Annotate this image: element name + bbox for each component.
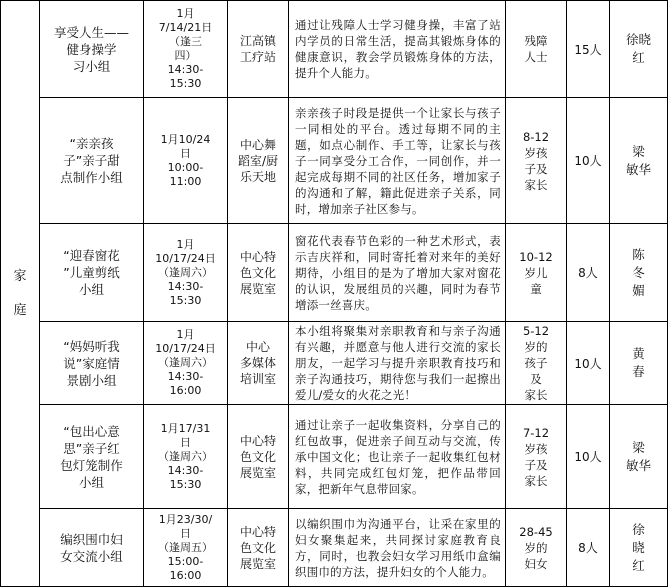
target-cell — [506, 509, 567, 587]
cell-line: （逢周五） — [158, 540, 213, 554]
group-description: 亲亲孩子时段是提供一个让家长与孩子一同相处的平台。透过每期不同的主题，如点心制作、手工等，让家长与孩子一同享受分工合作，一同创作，并一起完成每期不同的社区任务，增加家子的沟通和了解，籍此促进亲子关系，同时，增加亲子社区参与。 — [295, 105, 501, 216]
group-leader — [614, 31, 663, 67]
cell-line: 1月23/30/ — [158, 512, 213, 526]
cell-line: 工疗站 — [239, 50, 276, 64]
group-name-cell — [40, 322, 144, 405]
cell-line: 10/17/24日 — [155, 251, 216, 265]
group-target — [508, 129, 564, 193]
group-count: 10人 — [574, 154, 602, 168]
category-label-line1: 家 — [13, 268, 27, 284]
target-cell — [506, 224, 567, 322]
leader-cell — [610, 322, 668, 405]
group-name — [44, 423, 139, 491]
location-cell — [228, 1, 289, 98]
group-location — [230, 249, 286, 297]
table-row — [1, 224, 668, 322]
cell-line: 1月10/24 — [160, 132, 211, 146]
group-time — [145, 133, 226, 189]
cell-line: 16:00 — [169, 384, 202, 397]
time-cell — [144, 322, 228, 405]
cell-line: 1月 — [176, 7, 195, 20]
cell-line: 子”亲子甜 — [63, 153, 120, 168]
cell-line: 展览室 — [239, 556, 276, 571]
cell-line: 展览室 — [239, 281, 276, 296]
cell-line: 色文化 — [239, 540, 276, 555]
cell-line: 小组 — [78, 474, 104, 490]
cell-line: 多媒体 — [239, 356, 276, 370]
table-row — [1, 405, 668, 509]
cell-line: 15:30 — [169, 477, 202, 491]
cell-line: 岁孩 — [524, 441, 548, 456]
cell-line: 色文化 — [239, 265, 276, 280]
cell-line: “包出心意 — [63, 423, 120, 439]
cell-line: 说”家庭情 — [63, 355, 120, 371]
cell-line: 童 — [530, 281, 542, 296]
cell-line: 红 — [632, 50, 645, 65]
category-label-line2: 庭 — [13, 302, 27, 318]
cell-line: 习小组 — [72, 58, 111, 74]
description-cell — [289, 509, 506, 587]
cell-line: 及 — [530, 372, 542, 386]
group-name — [44, 531, 139, 565]
group-name — [44, 135, 139, 186]
cell-line: 人士 — [524, 50, 548, 64]
cell-line: “迎春窗花 — [63, 248, 120, 263]
cell-line: （逢三 — [169, 35, 202, 48]
group-target — [508, 249, 564, 297]
description-cell — [289, 98, 506, 224]
cell-line: 5-12 — [522, 324, 550, 338]
group-target — [508, 425, 564, 489]
cell-line: 7/14/21日 — [158, 21, 213, 34]
target-cell — [506, 1, 567, 98]
group-leader — [614, 521, 663, 575]
category-cell — [1, 1, 40, 587]
cell-line: 享受人生—— — [53, 24, 129, 40]
group-count: 10人 — [574, 356, 602, 371]
cell-line: 培训室 — [239, 372, 276, 386]
group-location — [230, 33, 286, 65]
cell-line: （逢周六） — [158, 449, 213, 463]
group-target — [508, 33, 564, 65]
location-cell — [228, 509, 289, 587]
cell-line: 残障 — [524, 34, 548, 48]
cell-line: 江高镇 — [239, 34, 276, 48]
count-cell — [567, 224, 610, 322]
cell-line: “亲亲孩 — [69, 136, 114, 151]
group-location — [230, 524, 286, 572]
cell-line: 1月17/31 — [160, 421, 211, 435]
group-name-cell — [40, 98, 144, 224]
cell-line: 15:00- — [167, 554, 204, 568]
leader-cell — [610, 509, 668, 587]
table-row — [1, 1, 668, 98]
group-count: 10人 — [574, 450, 602, 464]
cell-line: 中心舞 — [239, 137, 276, 152]
cell-line: 家长 — [524, 388, 548, 402]
leader-cell — [610, 224, 668, 322]
cell-line: （逢周六） — [158, 265, 213, 279]
group-time — [145, 238, 226, 308]
cell-line: 妇女 — [524, 556, 548, 571]
cell-line: 徐晓 — [625, 32, 651, 47]
cell-line: 女交流小组 — [60, 548, 123, 564]
cell-line: 岁孩 — [524, 145, 548, 160]
group-name-cell — [40, 509, 144, 587]
cell-line: 冬 — [632, 264, 645, 280]
cell-line: 中心特 — [239, 249, 276, 264]
cell-line: 色文化 — [239, 449, 276, 464]
group-location — [230, 339, 286, 387]
cell-line: 敏华 — [625, 457, 651, 473]
cell-line: 孩子 — [524, 356, 548, 370]
time-cell — [144, 509, 228, 587]
group-name — [44, 24, 139, 75]
cell-line: 梁 — [632, 143, 645, 159]
cell-line: 黄 — [632, 346, 645, 361]
cell-line: 10:00- — [167, 160, 204, 174]
cell-line: ”儿童剪纸 — [63, 265, 120, 280]
cell-line: 陈 — [632, 246, 645, 262]
group-leader — [614, 439, 663, 475]
cell-line: 中心特 — [239, 524, 276, 539]
cell-line: 10/17/24日 — [155, 342, 216, 355]
target-cell — [506, 322, 567, 405]
cell-line: 红 — [632, 557, 645, 573]
group-target — [508, 524, 564, 572]
cell-line: 景剧小组 — [66, 372, 117, 388]
cell-line: 28-45 — [519, 524, 553, 539]
target-cell — [506, 405, 567, 509]
count-cell — [567, 509, 610, 587]
group-name — [44, 247, 139, 298]
location-cell — [228, 405, 289, 509]
description-cell — [289, 405, 506, 509]
leader-cell — [610, 405, 668, 509]
cell-line: 岁的 — [524, 340, 548, 354]
cell-line: 编织围巾妇 — [60, 531, 123, 547]
cell-line: 14:30- — [167, 279, 204, 293]
cell-line: 8-12 — [522, 129, 550, 144]
cell-line: 岁的 — [524, 540, 548, 555]
cell-line: 家长 — [524, 177, 548, 192]
cell-line: 春 — [632, 364, 645, 379]
cell-line: 家长 — [524, 473, 548, 488]
group-count: 15人 — [574, 42, 602, 57]
group-time — [145, 513, 226, 583]
group-description: 通过让亲子一起收集资料，分享自己的红包故事，促进亲子间互动与交流，传承中国文化；也让亲子一起收集红包材料，共同完成红包灯笼，把作品带回家，把新年气息带回家。 — [295, 417, 501, 496]
time-cell — [144, 98, 228, 224]
cell-line: 14:30- — [167, 63, 204, 76]
cell-line: 日 — [180, 146, 191, 160]
cell-line: 14:30- — [167, 370, 204, 383]
group-description: 以编织围巾为沟通平台，让采在家里的妇女聚集起来，共同探讨家庭教育良方，同时，也教会妇女学习用纸巾盒编织围巾的方法，提升妇女的个人能力。 — [295, 516, 501, 579]
cell-line: 1月 — [176, 237, 195, 251]
group-name-cell — [40, 224, 144, 322]
cell-line: 敏华 — [625, 161, 651, 177]
cell-line: 中心特 — [239, 433, 276, 448]
location-cell — [228, 322, 289, 405]
cell-line: 7-12 — [522, 425, 550, 440]
time-cell — [144, 405, 228, 509]
count-cell — [567, 1, 610, 98]
time-cell — [144, 1, 228, 98]
group-description: 本小组将聚集对亲职教育和与亲子沟通有兴趣，并愿意与他人进行交流的家长朋友，一起学习与提升亲职教育技巧和亲子沟通技巧，期待您与我们一起擦出爱儿/爱女的火花之光！ — [295, 324, 501, 402]
target-cell — [506, 98, 567, 224]
cell-line: 1月 — [176, 328, 195, 341]
group-count: 8人 — [578, 266, 598, 280]
group-name-cell — [40, 1, 144, 98]
cell-line: 10-12 — [519, 249, 553, 264]
group-leader — [614, 345, 663, 381]
group-target — [508, 323, 564, 403]
cell-line: 日 — [180, 526, 191, 540]
cell-line: 15:30 — [169, 293, 202, 307]
cell-line: 小组 — [78, 282, 104, 297]
group-description: 窗花代表春节色彩的一种艺术形式，表示吉庆祥和，同时寄托着对来年的美好期待，小组目的是为了增加大家对窗花的认识，发展组员的兴趣，同时为春节增添一丝喜庆。 — [295, 233, 501, 312]
cell-line: 日 — [180, 435, 191, 449]
cell-line: 四） — [174, 49, 197, 62]
cell-line: 包灯笼制作 — [60, 457, 123, 473]
cell-line: 16:00 — [169, 568, 202, 582]
location-cell — [228, 98, 289, 224]
time-cell — [144, 224, 228, 322]
count-cell — [567, 405, 610, 509]
description-cell — [289, 224, 506, 322]
cell-line: 健身操学 — [66, 41, 117, 57]
cell-line: 岁儿 — [524, 265, 548, 280]
cell-line: 点制作小组 — [60, 170, 123, 185]
cell-line: “妈妈听我 — [63, 338, 120, 354]
description-cell — [289, 322, 506, 405]
cell-line: 中心 — [245, 340, 270, 354]
group-leader — [614, 246, 663, 300]
leader-cell — [610, 98, 668, 224]
group-count: 8人 — [578, 541, 598, 555]
cell-line: 乐天地 — [239, 169, 276, 184]
cell-line: 媚 — [632, 282, 645, 298]
cell-line: 14:30- — [167, 463, 204, 477]
group-name — [44, 338, 139, 389]
cell-line: 展览室 — [239, 465, 276, 480]
group-time — [145, 7, 226, 91]
cell-line: 徐 — [632, 521, 645, 537]
leader-cell — [610, 1, 668, 98]
cell-line: 晓 — [632, 539, 645, 555]
table-row — [1, 98, 668, 224]
location-cell — [228, 224, 289, 322]
group-location — [230, 137, 286, 185]
group-description: 通过让残障人士学习健身操，丰富了站内学员的日常生活，提高其锻炼身体的健康意识，教会学员锻炼身体的方法，提升个人能力。 — [295, 18, 501, 80]
cell-line: 蹈室/厨 — [237, 153, 279, 168]
group-leader — [614, 143, 663, 179]
description-cell — [289, 1, 506, 98]
cell-line: 梁 — [632, 439, 645, 455]
count-cell — [567, 98, 610, 224]
group-time — [145, 328, 226, 398]
group-name-cell — [40, 405, 144, 509]
group-time — [145, 422, 226, 492]
cell-line: 子及 — [524, 161, 548, 176]
cell-line: （逢周六） — [158, 356, 213, 369]
cell-line: 子及 — [524, 457, 548, 472]
count-cell — [567, 322, 610, 405]
group-location — [230, 433, 286, 481]
cell-line: 15:30 — [169, 77, 202, 90]
cell-line: 思”亲子红 — [63, 440, 120, 456]
table-row — [1, 322, 668, 405]
table-row — [1, 509, 668, 587]
cell-line: 11:00 — [169, 174, 202, 188]
